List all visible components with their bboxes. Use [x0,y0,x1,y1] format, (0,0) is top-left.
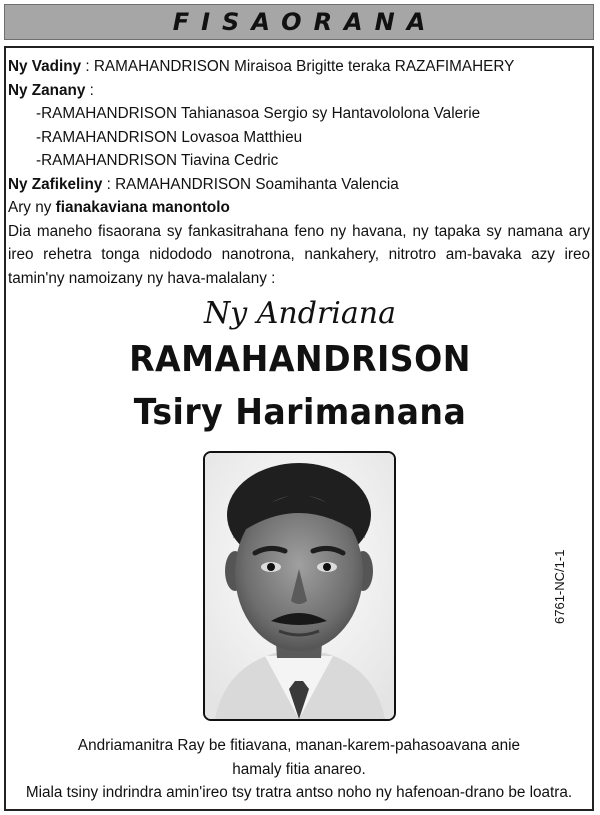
child-item: -RAMAHANDRISON Tahianasoa Sergio sy Hantavololona Valerie [36,105,481,122]
closing-line-3: Miala tsiny indrindra amin'ireo tsy tratra antso noho ny hafenoan-drano be loatra. [25,784,573,801]
whole-family-line [8,196,594,220]
children-heading [8,79,594,103]
family-list [8,55,594,290]
children-label: Ny Zanany [8,81,86,99]
header-banner [4,4,594,40]
grandchild-sep: : [102,175,116,193]
page-title: FISAORANA [172,8,438,36]
whole-family-bold: fianakaviana manontolo [55,199,230,216]
whole-family-prefix: Ary ny [8,199,56,216]
spouse-line [8,55,594,79]
spouse-label: Ny Vadiny [8,58,82,75]
portrait-image [205,453,394,719]
reference-code: 6761-NC/1-1 [552,549,567,624]
deceased-given-names: Tsiry Harimanana [133,392,467,433]
deceased-surname: RAMAHANDRISON [129,339,471,380]
child-item: -RAMAHANDRISON Tiavina Cedric [36,152,279,169]
closing-line-2: hamaly fitia anareo. [232,760,366,778]
deceased-honorific: Ny Andriana [204,296,396,331]
child-item: -RAMAHANDRISON Lovasoa Matthieu [36,128,303,146]
closing-message [4,734,594,805]
grandchild-line [8,173,594,197]
spouse-sep: : [81,58,94,75]
grandchild-label: Ny Zafikeliny [8,175,103,193]
closing-line-1: Andriamanitra Ray be fitiavana, manan-karem-pahasoavana anie [77,737,521,754]
spouse-name: RAMAHANDRISON Miraisoa Brigitte teraka RAZAFIMAHERY [93,58,515,75]
grandchild-name: RAMAHANDRISON Soamihanta Valencia [115,175,399,193]
thanks-paragraph: Dia maneho fisaorana sy fankasitrahana feno ny havana, ny tapaka sy namana ary ireo rehetra tonga nidododo nanotrona, nankahery, nitrotro am-bavaka azy ireo tamin'ny namoizany ny hava-malalany : [8,222,590,287]
children-sep: : [85,81,94,99]
portrait-photo [203,451,396,721]
